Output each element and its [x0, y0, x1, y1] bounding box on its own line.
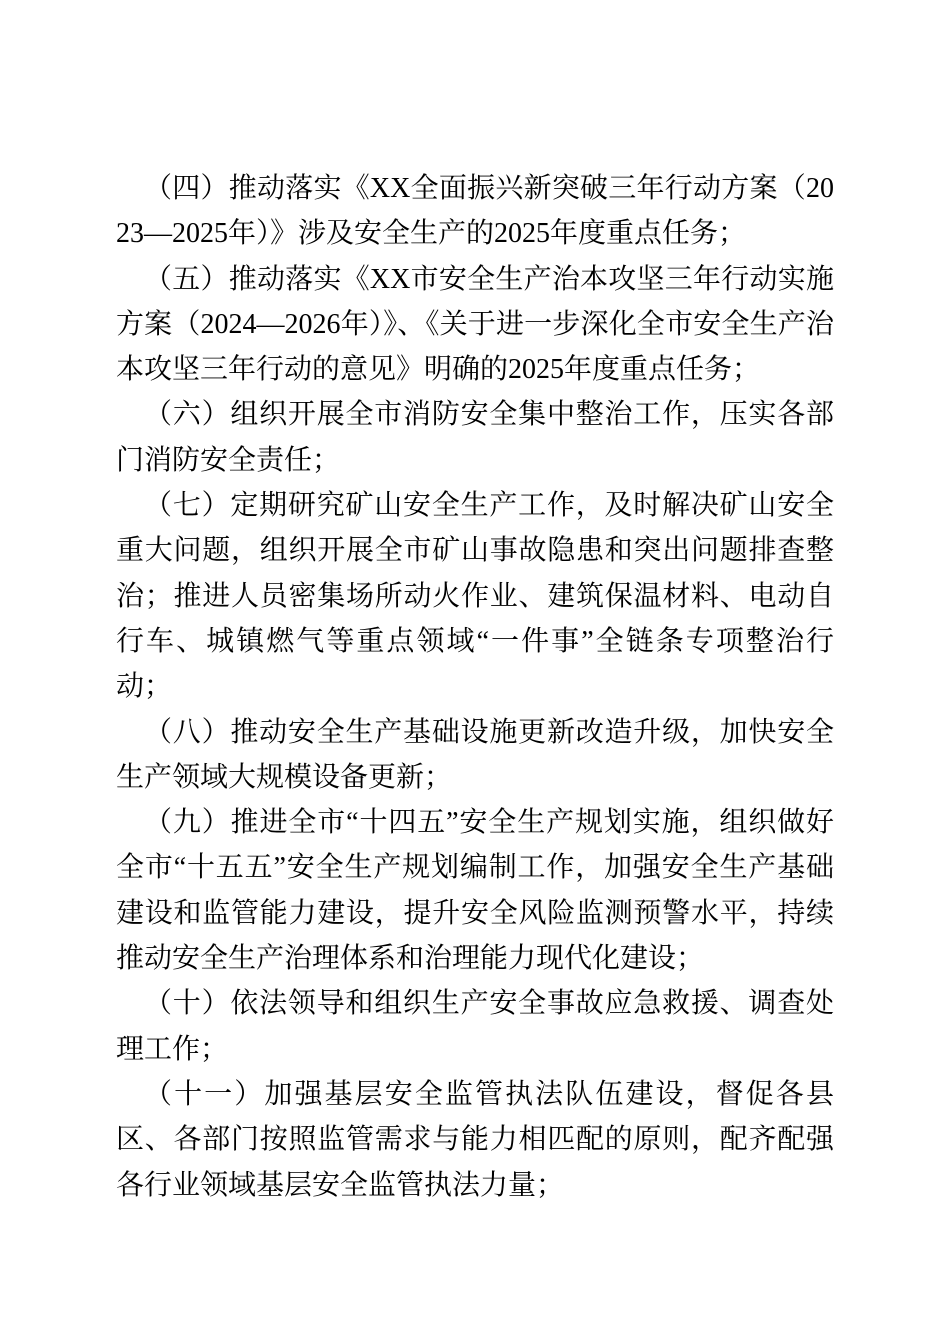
paragraph: （四）推动落实《XX全面振兴新突破三年行动方案（2023—2025年）》涉及安全生产的2025年度重点任务；: [116, 173, 834, 250]
paragraph: （六）组织开展全市消防安全集中整治工作，压实各部门消防安全责任；: [116, 399, 834, 476]
paragraph: （九）推进全市“十四五”安全生产规划实施，组织做好全市“十五五”安全生产规划编制工作，加强安全生产基础建设和监管能力建设，提升安全风险监测预警水平，持续推动安全生产治理体系和治理能力现代化建设；: [116, 807, 834, 975]
paragraph: （十一）加强基层安全监管执法队伍建设，督促各县区、各部门按照监管需求与能力相匹配的原则，配齐配强各行业领域基层安全监管执法力量；: [116, 1078, 834, 1201]
paragraph: （七）定期研究矿山安全生产工作，及时解决矿山安全重大问题，组织开展全市矿山事故隐患和突出问题排查整治；推进人员密集场所动火作业、建筑保温材料、电动自行车、城镇燃气等重点领域“一件事”全链条专项整治行动；: [116, 490, 834, 703]
paragraph: （五）推动落实《XX市安全生产治本攻坚三年行动实施方案（2024—2026年）》、《关于进一步深化全市安全生产治本攻坚三年行动的意见》明确的2025年度重点任务；: [116, 263, 834, 386]
paragraph: （八）推动安全生产基础设施更新改造升级，加快安全生产领域大规模设备更新；: [116, 716, 834, 793]
paragraph: （十）依法领导和组织生产安全事故应急救援、调查处理工作；: [116, 988, 834, 1065]
document-body: [116, 166, 834, 1208]
